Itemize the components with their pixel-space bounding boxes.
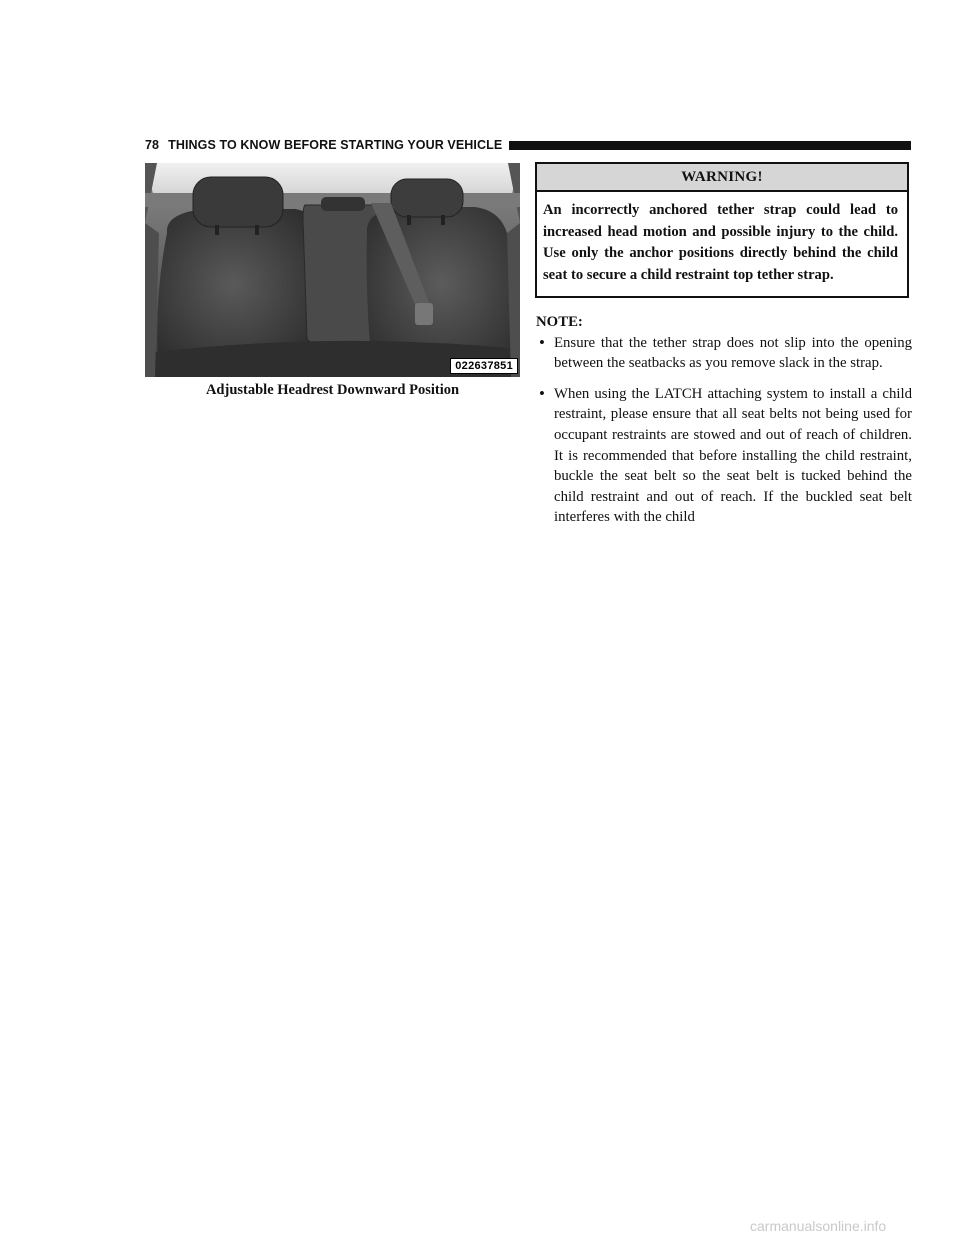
bullet-dot: •: [539, 385, 545, 402]
warning-box: [535, 162, 909, 298]
bullet-text: Ensure that the tether strap does not slip into the opening between the seatbacks as you remove slack in the strap.: [554, 334, 912, 372]
rear-seat-illustration: [145, 163, 520, 377]
note-bullet: [536, 384, 912, 528]
bullet-dot: •: [539, 334, 545, 351]
figure-code: 022637851: [450, 358, 518, 374]
bullet-text: When using the LATCH attaching system to install a child restraint, please ensure that all seat belts not being used for occupant restraints are stowed and out of reach of children. It is recommended that before installing the child restraint, buckle the seat belt so the seat belt is tucked behind the child restraint and out of reach. If the buckled seat belt interferes with the child: [554, 385, 912, 526]
note-bullet: [536, 333, 912, 374]
page-header: [145, 136, 911, 154]
page-number: 78: [145, 138, 160, 152]
rear-seat-headrest-photo: [145, 163, 520, 377]
warning-title: WARNING!: [537, 164, 907, 192]
note-label: NOTE:: [536, 314, 583, 330]
section-title: THINGS TO KNOW BEFORE STARTING YOUR VEHICLE: [168, 138, 503, 152]
header-rule: [509, 141, 911, 150]
note-section: [536, 312, 912, 528]
watermark: carmanualsonline.info: [750, 1218, 887, 1234]
warning-text: An incorrectly anchored tether strap could lead to increased head motion and possible injury to the child. Use only the anchor positions directly behind the child seat to secure a child restraint top tether strap.: [543, 202, 898, 283]
figure-caption: Adjustable Headrest Downward Position: [205, 382, 460, 398]
